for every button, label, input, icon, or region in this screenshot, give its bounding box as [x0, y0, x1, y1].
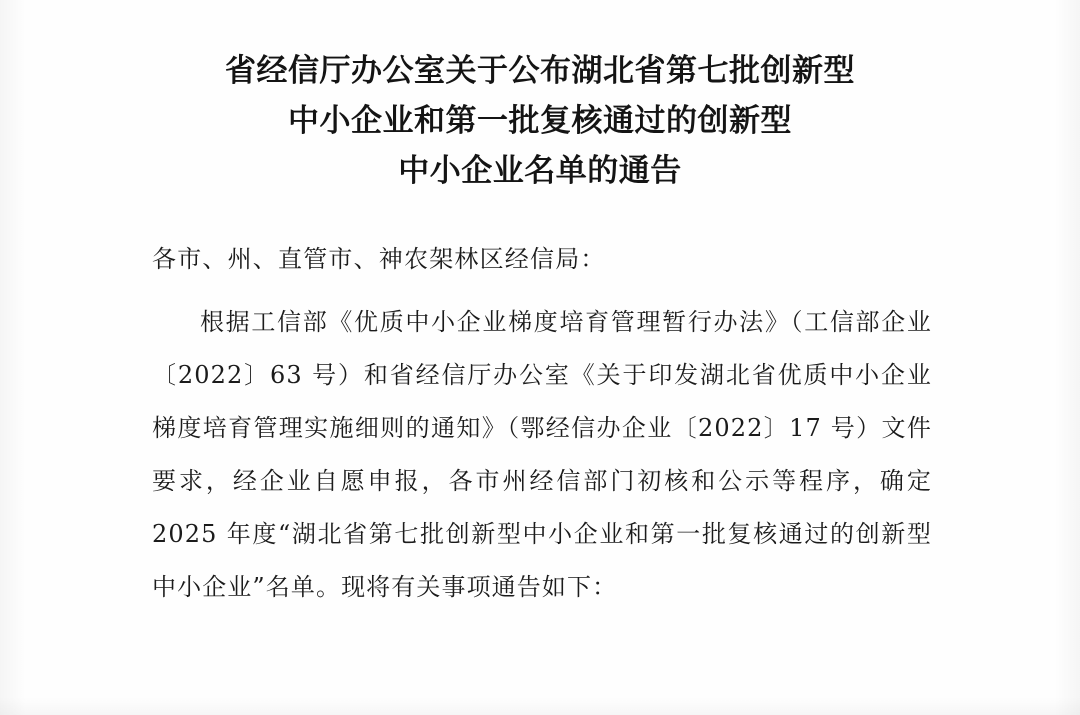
title-line-3: 中小企业名单的通告 — [398, 153, 682, 189]
page-bottom-shadow — [0, 697, 1080, 715]
document-body — [0, 244, 1080, 614]
title-line-1: 省经信厅办公室关于公布湖北省第七批创新型 — [225, 53, 855, 89]
document-title — [0, 0, 1080, 196]
title-line-2: 中小企业和第一批复核通过的创新型 — [288, 103, 792, 139]
salutation-line: 各市、州、直管市、神农架林区经信局： — [152, 245, 606, 273]
body-paragraph-1: 根据工信部《优质中小企业梯度培育管理暂行办法》（工信部企业〔2022〕63 号）和省经信厅办公室《关于印发湖北省优质中小企业梯度培育管理实施细则的通知》（鄂经信办企业〔2022〕17 号）文件要求，经企业自愿申报，各市州经信部门初核和公示等程序，确定 2025 年度“湖北省第七批创新型中小企业和第一批复核通过的创新型中小企业”名单。现将有关事项通告如下： — [152, 308, 932, 601]
